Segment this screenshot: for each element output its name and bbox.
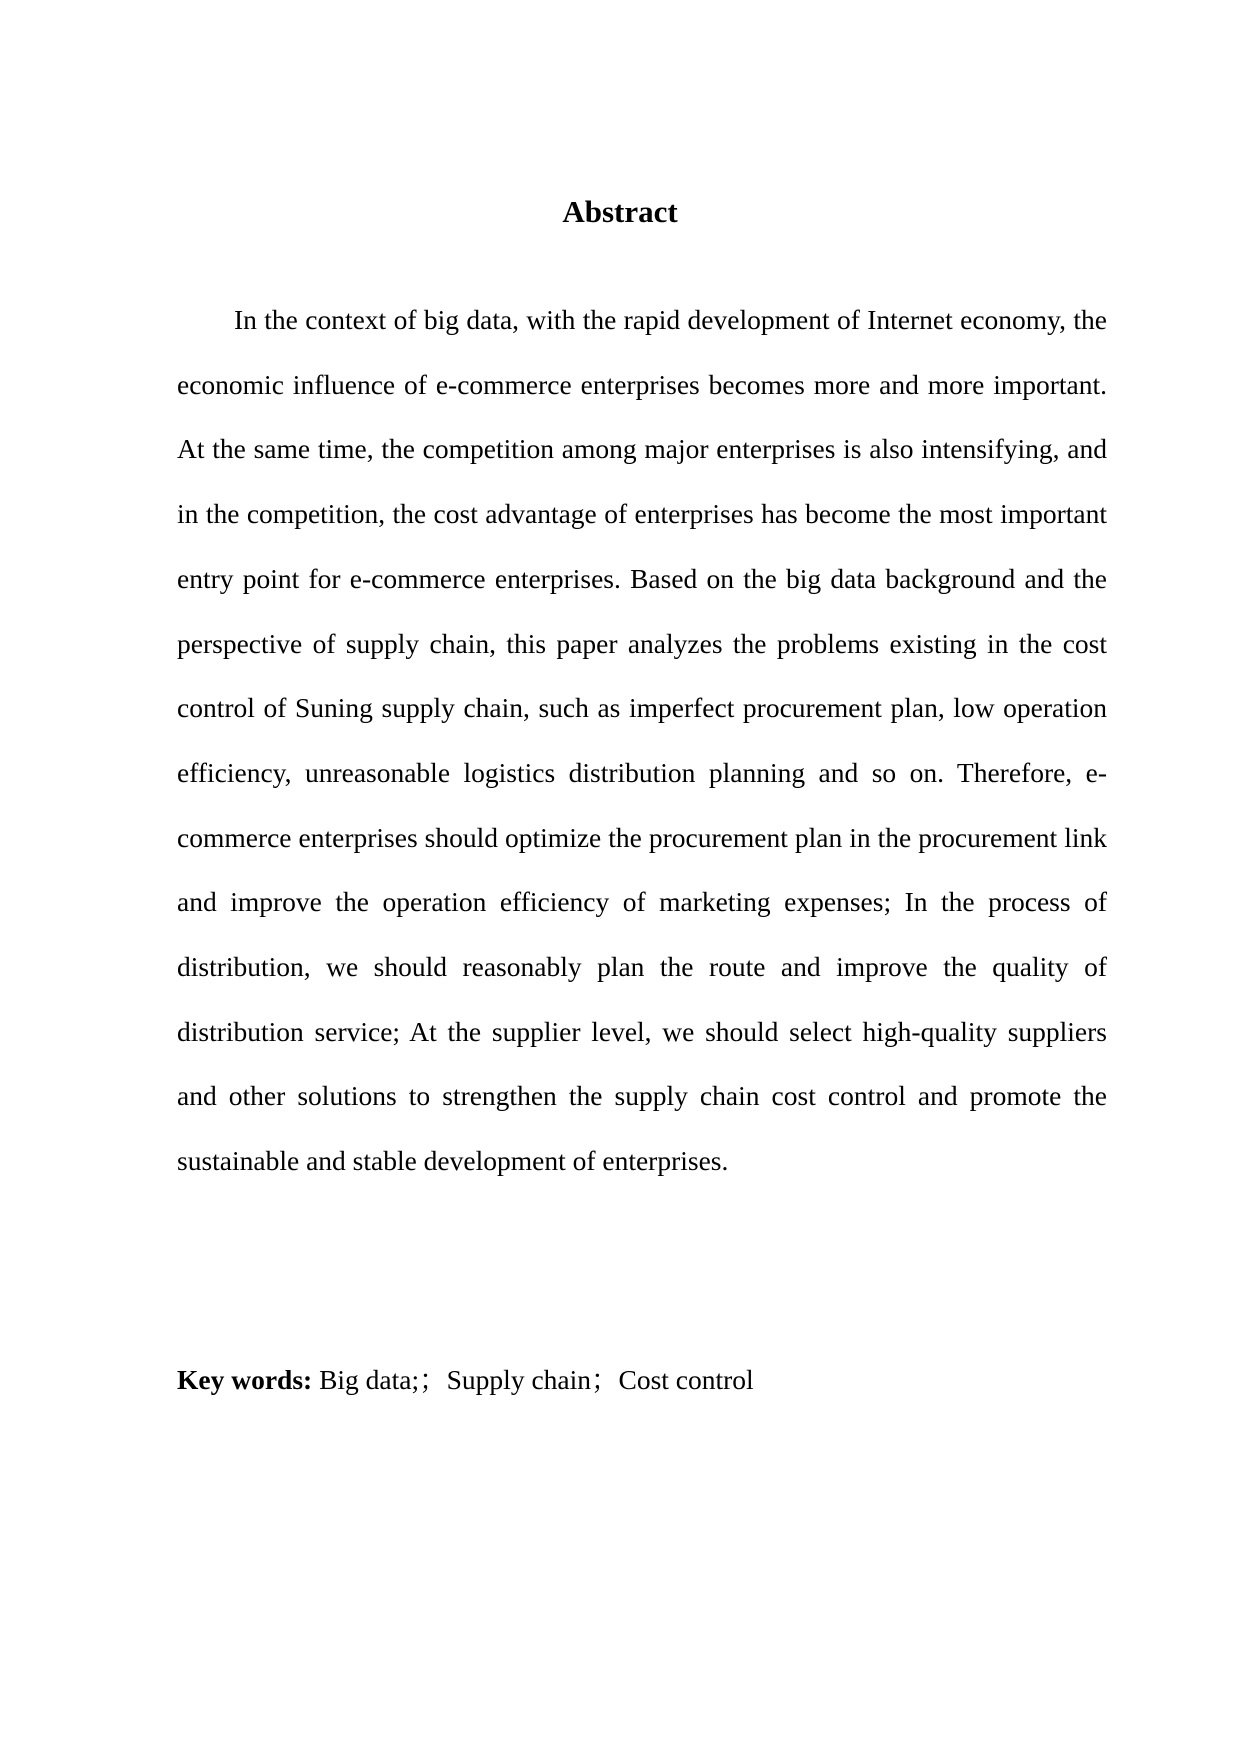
keywords-label: Key words: — [177, 1364, 313, 1395]
keywords-line — [177, 1360, 1107, 1400]
page-title: Abstract — [562, 194, 678, 229]
abstract-paragraph: In the context of big data, with the rapid development of Internet economy, the economic influence of e-commerce enterprises becomes more and more important. At the same time, the competition among major enterprises is also intensifying, and in the competition, the cost advantage of enterprises has become the most important entry point for e-commerce enterprises. Based on the big data background and the perspective of supply chain, this paper analyzes the problems existing in the cost control of Suning supply chain, such as imperfect procurement plan, low operation efficiency, unreasonable logistics distribution planning and so on. Therefore, e-commerce enterprises should optimize the procurement plan in the procurement link and improve the operation efficiency of marketing expenses; In the process of distribution, we should reasonably plan the route and improve the quality of distribution service; At the supplier level, we should select high-quality suppliers and other solutions to strengthen the supply chain cost control and promote the sustainable and stable development of enterprises. — [177, 304, 1107, 1177]
keywords-list: Big data;；Supply chain；Cost control — [312, 1364, 754, 1395]
